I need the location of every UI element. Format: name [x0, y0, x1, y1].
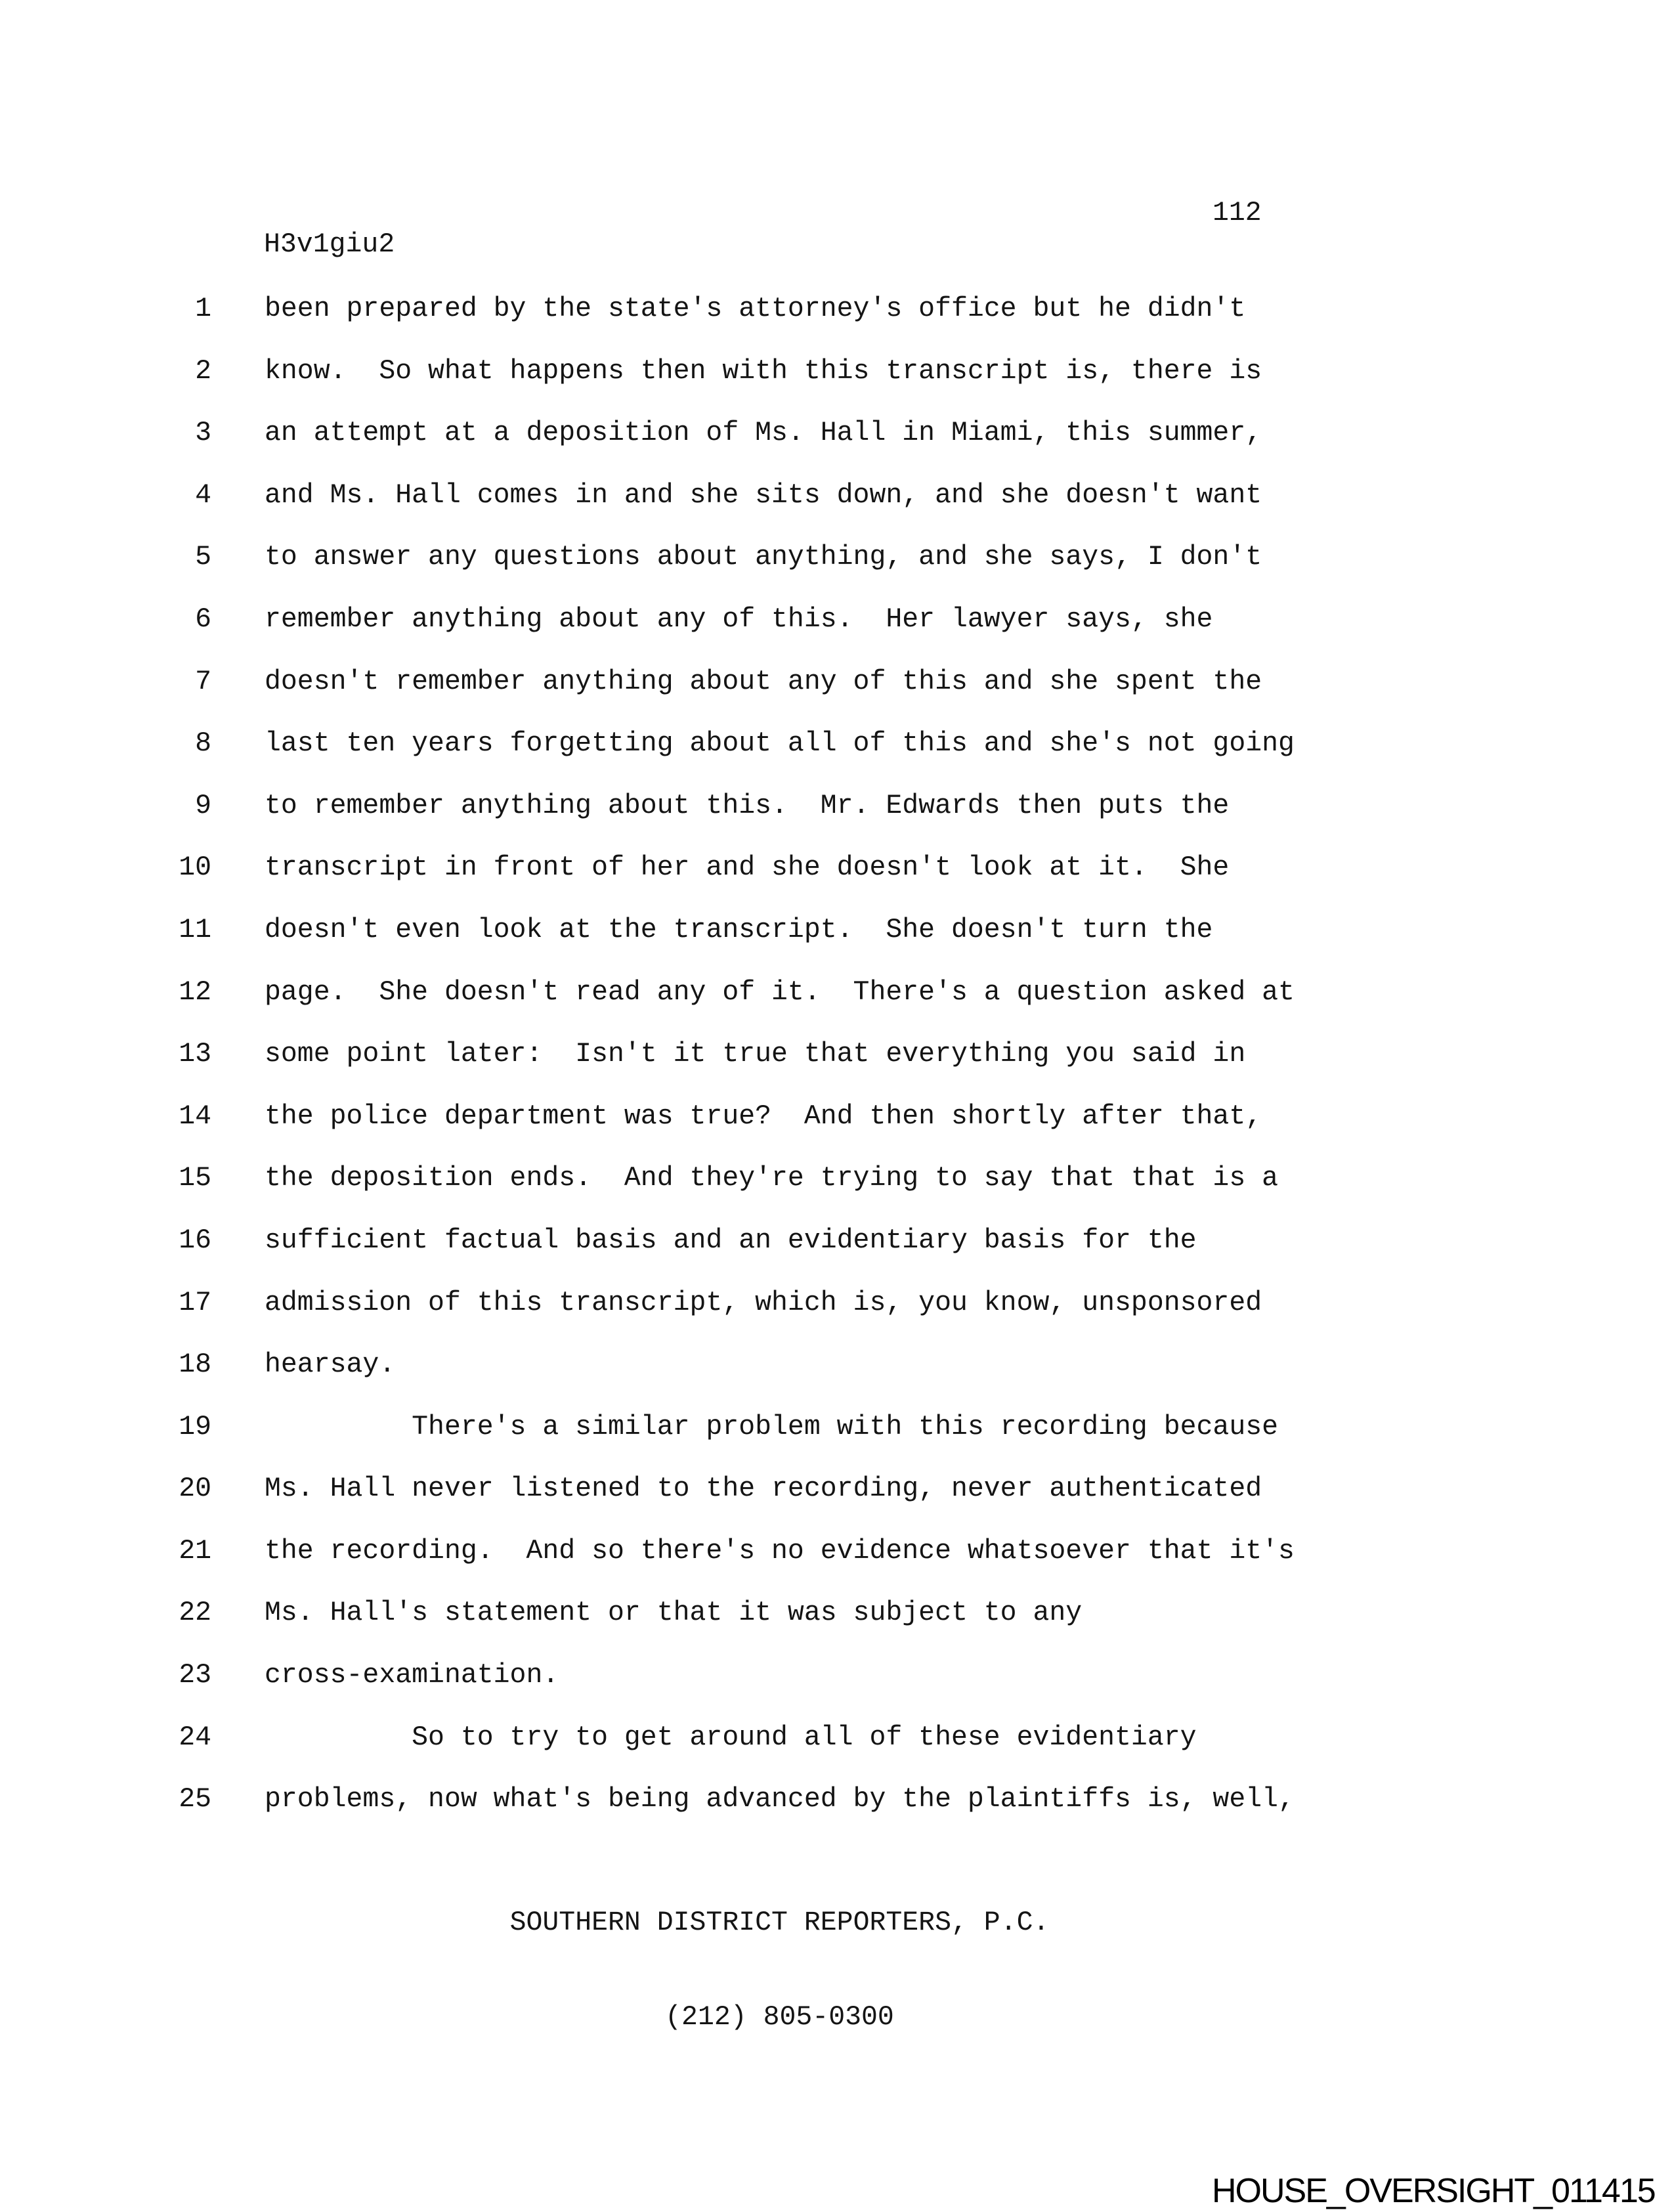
transcript-lines [0, 278, 1674, 1831]
line-number: 21 [179, 1535, 211, 1567]
transcript-line [0, 341, 1674, 403]
bates-stamp: HOUSE_OVERSIGHT_011415 [1212, 2172, 1655, 2210]
transcript-line [0, 775, 1674, 838]
line-number: 2 [195, 355, 211, 387]
line-text: to remember anything about this. Mr. Edwards then puts the [265, 790, 1230, 821]
line-text: and Ms. Hall comes in and she sits down, and she doesn't want [265, 479, 1262, 511]
line-number: 16 [179, 1225, 211, 1256]
line-text: the police department was true? And then shortly after that, [265, 1100, 1262, 1132]
transcript-line [0, 1024, 1674, 1086]
line-number: 11 [179, 914, 211, 945]
line-number: 7 [195, 666, 211, 697]
line-number: 24 [179, 1722, 211, 1753]
line-number: 25 [179, 1784, 211, 1815]
line-text: know. So what happens then with this transcript is, there is [265, 355, 1262, 387]
line-number: 6 [195, 603, 211, 635]
transcript-line [0, 1334, 1674, 1397]
line-number: 23 [179, 1660, 211, 1691]
line-text: So to try to get around all of these evidentiary [265, 1722, 1197, 1753]
reporter-phone: (212) 805-0300 [665, 2002, 894, 2033]
reporter-firm: SOUTHERN DISTRICT REPORTERS, P.C. [509, 1907, 1050, 1938]
line-number: 1 [195, 293, 211, 324]
line-text: problems, now what's being advanced by the plaintiffs is, well, [265, 1784, 1295, 1815]
line-number: 10 [179, 852, 211, 884]
line-text: page. She doesn't read any of it. There's a question asked at [265, 976, 1295, 1008]
transcript-line [0, 962, 1674, 1024]
line-text: admission of this transcript, which is, you know, unsponsored [265, 1287, 1262, 1318]
transcript-line [0, 589, 1674, 651]
line-text: There's a similar problem with this recording because [265, 1411, 1279, 1442]
line-number: 22 [179, 1597, 211, 1629]
line-number: 19 [179, 1411, 211, 1442]
line-text: remember anything about any of this. Her lawyer says, she [265, 603, 1213, 635]
transcript-line [0, 527, 1674, 589]
page-number: 112 [1213, 198, 1262, 228]
transcript-id: H3v1giu2 [264, 229, 395, 260]
line-text: transcript in front of her and she doesn't look at it. She [265, 852, 1230, 884]
line-number: 3 [195, 418, 211, 449]
line-text: been prepared by the state's attorney's office but he didn't [265, 293, 1246, 324]
line-text: last ten years forgetting about all of this and she's not going [265, 728, 1295, 760]
transcript-line [0, 1397, 1674, 1459]
line-number: 5 [195, 542, 211, 573]
line-number: 8 [195, 728, 211, 760]
transcript-line [0, 278, 1674, 341]
line-text: an attempt at a deposition of Ms. Hall in Miami, this summer, [265, 418, 1262, 449]
transcript-line [0, 1769, 1674, 1831]
line-number: 9 [195, 790, 211, 821]
transcript-line [0, 837, 1674, 900]
line-text: doesn't remember anything about any of this and she spent the [265, 666, 1262, 697]
line-text: the recording. And so there's no evidence whatsoever that it's [265, 1535, 1295, 1567]
transcript-line [0, 1645, 1674, 1707]
line-text: hearsay. [265, 1349, 396, 1381]
line-number: 15 [179, 1163, 211, 1194]
line-number: 4 [195, 479, 211, 511]
line-number: 12 [179, 976, 211, 1008]
line-text: some point later: Isn't it true that everything you said in [265, 1039, 1246, 1070]
transcript-line [0, 1086, 1674, 1148]
transcript-line [0, 1521, 1674, 1583]
line-text: the deposition ends. And they're trying to say that that is a [265, 1163, 1279, 1194]
line-text: to answer any questions about anything, and she says, I don't [265, 542, 1262, 573]
line-number: 13 [179, 1039, 211, 1070]
line-number: 17 [179, 1287, 211, 1318]
line-text: cross-examination. [265, 1660, 559, 1691]
line-number: 18 [179, 1349, 211, 1381]
reporter-footer [265, 1844, 1295, 2097]
transcript-line [0, 465, 1674, 527]
line-text: doesn't even look at the transcript. She doesn't turn the [265, 914, 1213, 945]
line-number: 20 [179, 1473, 211, 1505]
transcript-line [0, 1458, 1674, 1521]
transcript-line [0, 402, 1674, 465]
transcript-line [0, 900, 1674, 962]
transcript-line [0, 1148, 1674, 1210]
line-text: Ms. Hall never listened to the recording, never authenticated [265, 1473, 1262, 1505]
line-text: Ms. Hall's statement or that it was subject to any [265, 1597, 1083, 1629]
transcript-line [0, 651, 1674, 714]
line-text: sufficient factual basis and an evidentiary basis for the [265, 1225, 1197, 1256]
transcript-line [0, 1272, 1674, 1335]
line-number: 14 [179, 1100, 211, 1132]
transcript-line [0, 1582, 1674, 1645]
transcript-line [0, 1707, 1674, 1769]
transcript-line [0, 1210, 1674, 1272]
transcript-line [0, 713, 1674, 775]
